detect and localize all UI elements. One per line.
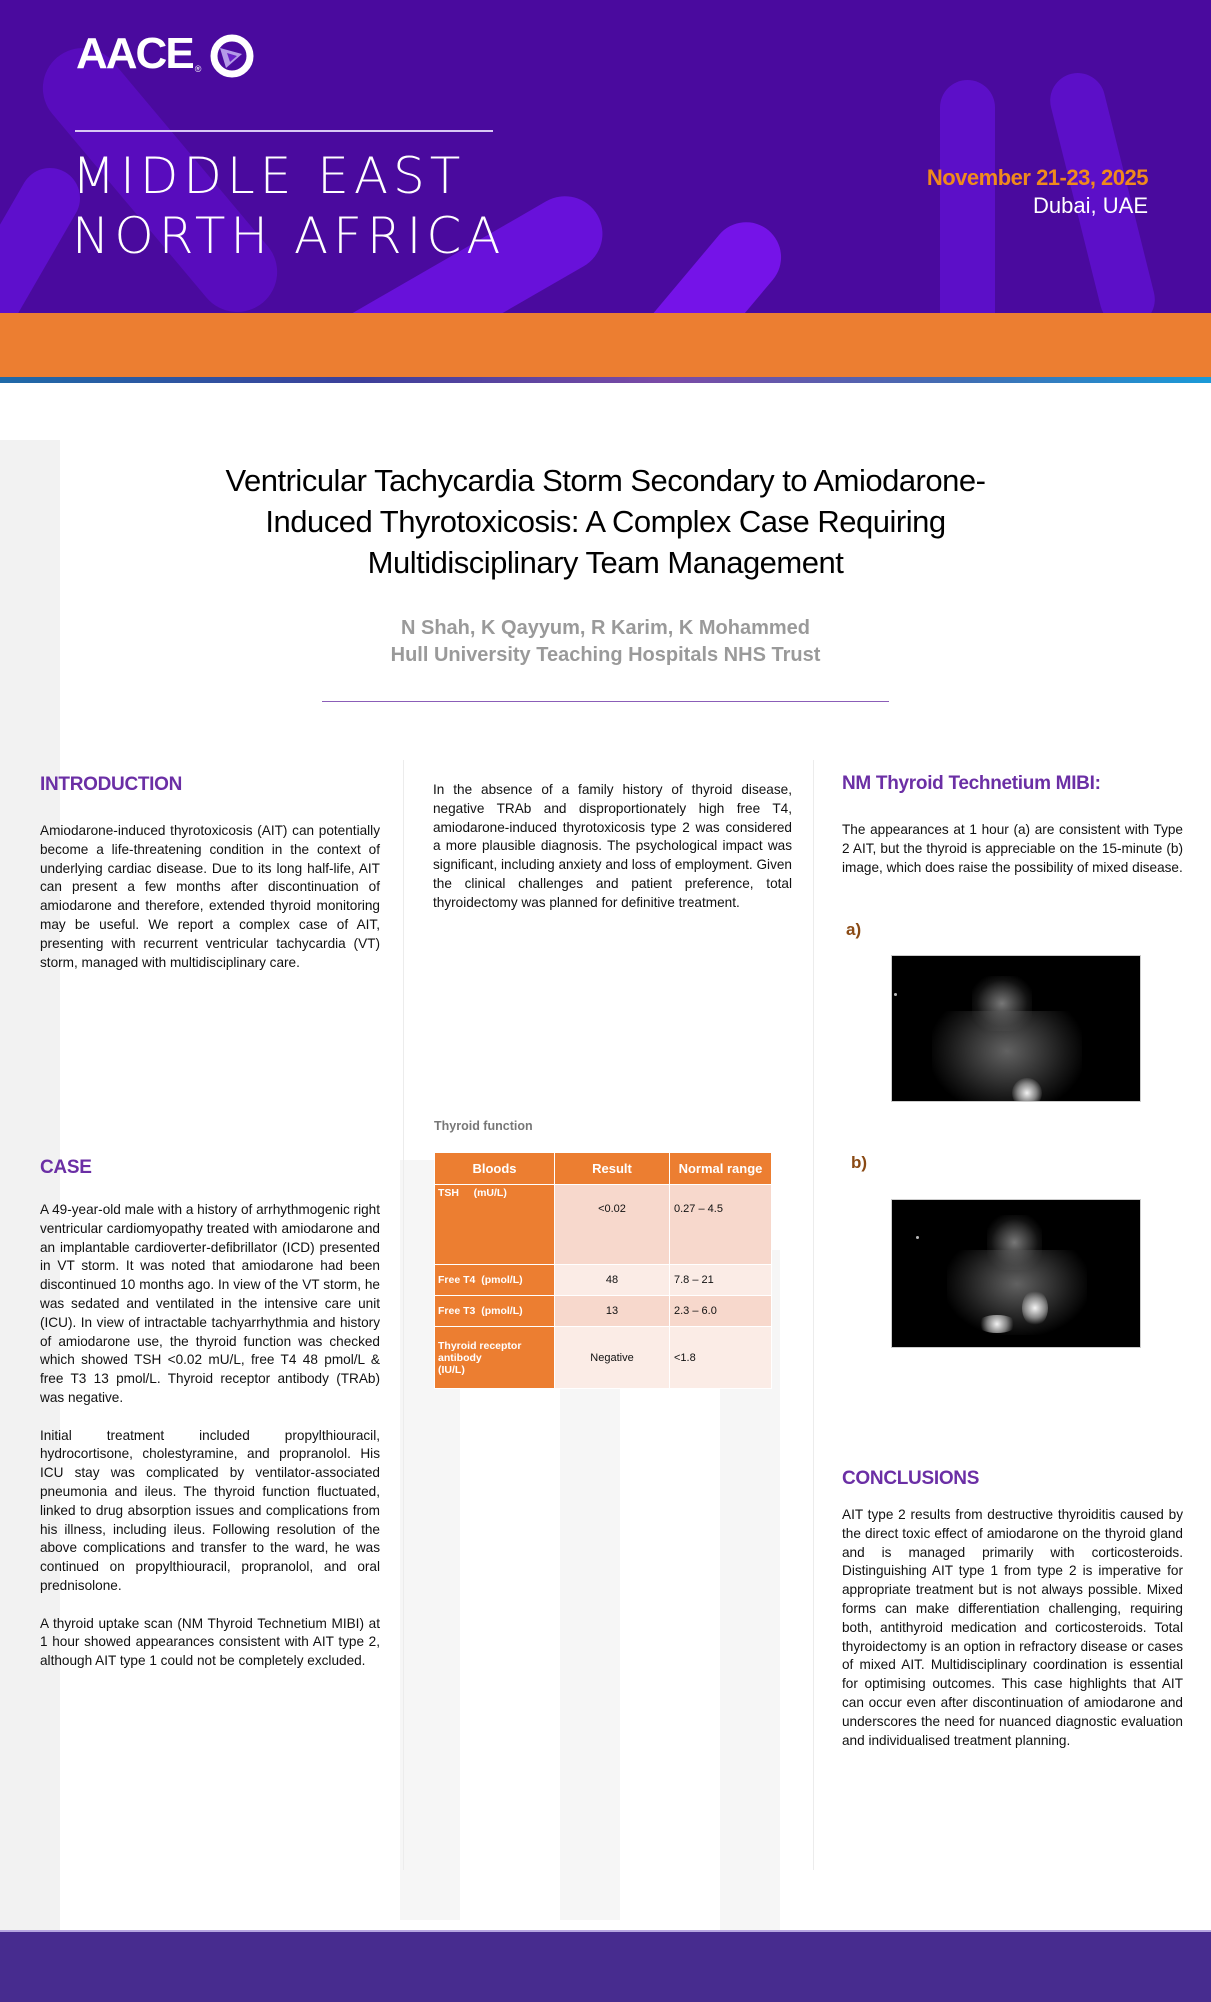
orange-band bbox=[0, 313, 1211, 377]
analyte-name: TSH bbox=[438, 1187, 459, 1199]
poster-title-line3: Multidisciplinary Team Management bbox=[367, 545, 844, 580]
thyroid-function-table bbox=[434, 1152, 772, 1389]
analyte-name: Free T3 bbox=[438, 1305, 476, 1317]
conclusions-heading: CONCLUSIONS bbox=[842, 1468, 980, 1489]
analyte-unit: (pmol/L) bbox=[481, 1274, 523, 1286]
row-label bbox=[435, 1185, 555, 1265]
table-header-row bbox=[435, 1153, 772, 1185]
poster-title bbox=[150, 460, 1061, 583]
case-text bbox=[40, 1201, 380, 1690]
introduction-text: Amiodarone-induced thyrotoxicosis (AIT) can potentially become a life-threatening condition in the context of underlying cardiac disease. Due to its long half-life, AIT can present a few months after discontinuation of amiodarone and therefore, extended thyroid monitoring may be useful. We report a complex case of AIT, presenting with recurrent ventricular tachycardia (VT) storm, managed with multidisciplinary care. bbox=[40, 823, 380, 970]
column-divider bbox=[403, 760, 404, 1870]
scan-image-b bbox=[891, 1199, 1141, 1348]
event-title bbox=[72, 146, 505, 266]
marker-dot bbox=[894, 993, 897, 996]
column-divider bbox=[813, 760, 814, 1870]
nm-scan-text: The appearances at 1 hour (a) are consistent with Type 2 AIT, but the thyroid is appreciable on the 15-minute (b) image, which does raise the possibility of mixed disease. bbox=[842, 822, 1183, 875]
cardiac-uptake bbox=[1022, 1290, 1048, 1326]
figure-a-label: a) bbox=[846, 920, 862, 939]
banner-divider bbox=[75, 130, 493, 132]
result-cell: 48 bbox=[555, 1265, 670, 1296]
case-heading: CASE bbox=[40, 1157, 92, 1178]
range-cell: 2.3 – 6.0 bbox=[670, 1296, 772, 1327]
row-label bbox=[435, 1327, 555, 1389]
row-label bbox=[435, 1265, 555, 1296]
case-paragraph: A thyroid uptake scan (NM Thyroid Technetium MIBI) at 1 hour showed appearances consistent with AIT type 2, although AIT type 1 could not be completely excluded. bbox=[40, 1615, 380, 1669]
analyte-unit: (pmol/L) bbox=[481, 1305, 523, 1317]
analyte-name: Free T4 bbox=[438, 1274, 476, 1286]
marker-dot bbox=[916, 1236, 919, 1239]
analyte-unit: (mU/L) bbox=[473, 1187, 507, 1199]
cardiac-uptake bbox=[1012, 1078, 1042, 1102]
event-title-line1: MIDDLE EAST bbox=[72, 147, 466, 205]
table-caption: Thyroid function bbox=[434, 1119, 533, 1133]
column-header: Normal range bbox=[670, 1153, 772, 1185]
watermark-shape bbox=[0, 440, 60, 1930]
authors: N Shah, K Qayyum, R Karim, K Mohammed bbox=[401, 617, 810, 639]
analyte-name: Thyroid receptor antibody bbox=[438, 1339, 522, 1364]
result-cell: <0.02 bbox=[555, 1185, 670, 1265]
title-divider bbox=[322, 701, 889, 702]
header-banner bbox=[0, 0, 1211, 313]
registered-mark: ® bbox=[194, 64, 202, 74]
footer-band bbox=[0, 1930, 1211, 2002]
range-cell: <1.8 bbox=[670, 1327, 772, 1389]
affiliation: Hull University Teaching Hospitals NHS Trust bbox=[390, 644, 821, 666]
logo-text: AACE bbox=[76, 29, 193, 78]
poster-title-line2: Induced Thyrotoxicosis: A Complex Case Requiring bbox=[265, 504, 946, 539]
event-title-line2: NORTH AFRICA bbox=[72, 207, 506, 265]
event-dates: November 21-23, 2025 bbox=[926, 165, 1148, 190]
table-row bbox=[435, 1265, 772, 1296]
range-cell: 0.27 – 4.5 bbox=[670, 1185, 772, 1265]
figure-b-label: b) bbox=[851, 1153, 868, 1172]
decorative-stroke bbox=[575, 208, 796, 313]
case-paragraph: Initial treatment included propylthiouracil, hydrocortisone, cholestyramine, and propranolol. His ICU stay was complicated by ventilator-associated pneumonia and ileus. The thyroid function fluctuated, linked to drug absorption issues and complications from his illness, including ileus. Following resolution of the above complications and transfer to the ward, he was continued on propylthiouracil, propranolol, and oral prednisolone. bbox=[40, 1427, 380, 1593]
gradient-divider bbox=[0, 377, 1211, 383]
author-block bbox=[150, 615, 1061, 669]
table-row bbox=[435, 1327, 772, 1389]
discussion-text: In the absence of a family history of thyroid disease, negative TRAb and disproportionately high free T4, amiodarone-induced thyrotoxicosis type 2 was considered a more plausible diagnosis. The psychological impact was significant, including anxiety and loss of employment. Given the clinical challenges and patient preference, total thyroidectomy was planned for definitive treatment. bbox=[433, 782, 792, 910]
result-cell: 13 bbox=[555, 1296, 670, 1327]
torso-uptake bbox=[932, 1011, 1082, 1102]
poster-title-line1: Ventricular Tachycardia Storm Secondary to Amiodarone- bbox=[225, 463, 986, 498]
table-row bbox=[435, 1185, 772, 1265]
decorative-stroke bbox=[940, 80, 995, 313]
torso-uptake bbox=[947, 1250, 1087, 1335]
conclusions-text: AIT type 2 results from destructive thyroiditis caused by the direct toxic effect of amiodarone on the thyroid gland and is managed primarily with corticosteroids. Distinguishing AIT type 1 from type 2 is imperative for appropriate treatment but is not always possible. Mixed forms can make differentiation challenging, requiring both, antithyroid medication and corticosteroids. Total thyroidectomy is an option in refractory disease or cases of mixed AIT. Multidisciplinary coordination is essential for optimising outcomes. This case highlights that AIT can occur even after discontinuation of amiodarone and underscores the need for nuanced diagnostic evaluation and individualised treatment planning. bbox=[842, 1507, 1183, 1748]
analyte-unit: (IU/L) bbox=[438, 1363, 465, 1376]
scan-image-a bbox=[891, 955, 1141, 1102]
result-cell: Negative bbox=[555, 1327, 670, 1389]
event-location: Dubai, UAE bbox=[1033, 193, 1148, 218]
aace-logo bbox=[76, 29, 202, 78]
table-row bbox=[435, 1296, 772, 1327]
introduction-heading: INTRODUCTION bbox=[40, 774, 183, 795]
liver-uptake bbox=[977, 1315, 1017, 1333]
range-cell: 7.8 – 21 bbox=[670, 1265, 772, 1296]
row-label bbox=[435, 1296, 555, 1327]
aace-knot-icon bbox=[210, 34, 254, 78]
column-header: Result bbox=[555, 1153, 670, 1185]
nm-scan-heading: NM Thyroid Technetium MIBI: bbox=[842, 773, 1101, 794]
case-paragraph: A 49-year-old male with a history of arrhythmogenic right ventricular cardiomyopathy treated with amiodarone and an implantable cardioverter-defibrillator (ICD) presented in VT storm. It was noted that amiodarone had been discontinued 10 months ago. In view of the VT storm, he was sedated and ventilated in the intensive care unit (ICU). In view of intractable tachyarrhythmia and history of amiodarone use, the thyroid function was checked which showed TSH <0.02 mU/L, free T4 48 pmol/L & free T3 13 pmol/L. Thyroid receptor antibody (TRAb) was negative. bbox=[40, 1202, 380, 1405]
column-header: Bloods bbox=[435, 1153, 555, 1185]
